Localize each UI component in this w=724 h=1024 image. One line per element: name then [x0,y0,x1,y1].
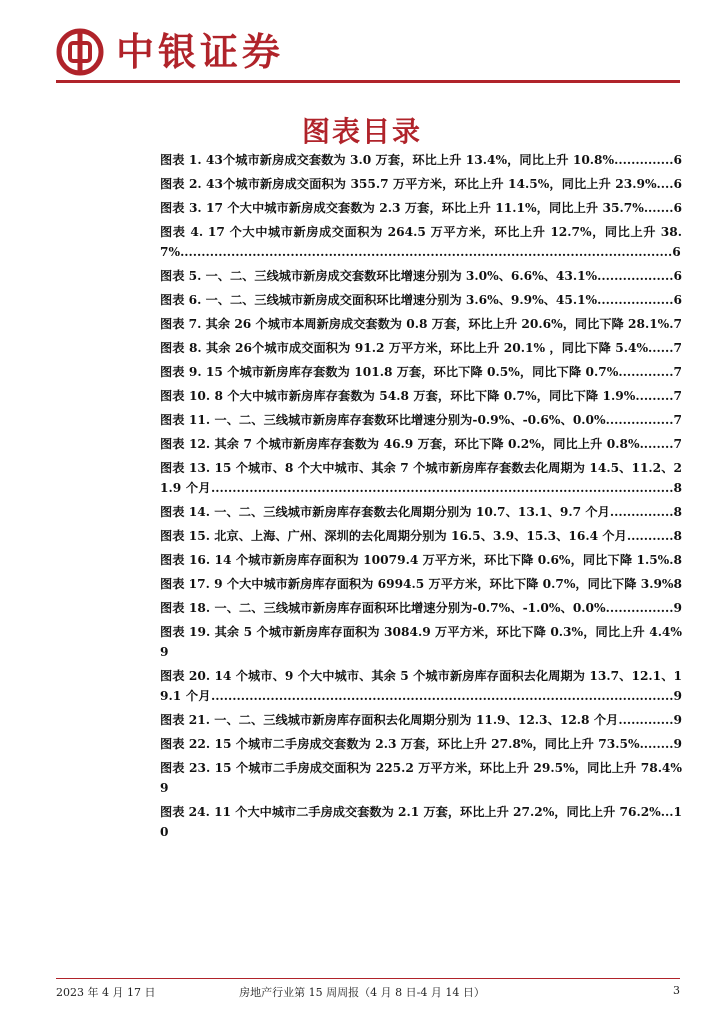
toc-entry-label: 图表 17. 9 个大中城市新房库存面积为 6994.5 万平方米，环比下降 0.7%，同比下降 3.9% [160,577,674,591]
toc-leader-dots: .............. [614,153,674,167]
footer-divider [56,978,680,979]
toc-entry-label: 图表 12. 其余 7 个城市新房库存套数为 46.9 万套，环比下降 0.2%，同比上升 0.8% [160,437,640,451]
toc-leader-dots: .................................................................................................................... [180,245,673,259]
toc-entry[interactable] [160,434,682,454]
toc-entry-page: 9 [160,645,169,659]
toc-leader-dots: ................ [605,601,674,615]
toc-entry-label: 图表 10. 8 个大中城市新房库存套数为 54.8 万套，环比下降 0.7%，同比下降 1.9% [160,389,636,403]
toc-entry-page: 7 [673,437,682,451]
toc-entry-label: 图表 13. 15 个城市、8 个大中城市、其余 7 个城市新房库存套数去化周期为 14.5、11.2、21.9 个月 [160,461,682,495]
toc-entry-label: 图表 22. 15 个城市二手房成交套数为 2.3 万套，环比上升 27.8%，同比上升 73.5% [160,737,640,751]
toc-entry-page: 6 [673,177,682,191]
toc-entry[interactable] [160,734,682,754]
toc-leader-dots: ............. [618,365,674,379]
toc-leader-dots: ...... [648,341,674,355]
toc-entry[interactable] [160,802,682,842]
toc-entry-page: 9 [673,689,682,703]
toc-leader-dots: ........... [626,529,674,543]
toc-entry-label: 图表 23. 15 个城市二手房成交面积为 225.2 万平方米，环比上升 29.5%，同比上升 78.4% [160,761,682,775]
toc-entry-label: 图表 19. 其余 5 个城市新房库存面积为 3084.9 万平方米，环比下降 0.3%，同比上升 4.4% [160,625,682,639]
toc-leader-dots: ............................................................................................................. [211,481,674,495]
toc-leader-dots: ........ [639,737,674,751]
toc-entry[interactable] [160,502,682,522]
toc-entry-label: 图表 18. 一、二、三线城市新房库存面积环比增速分别为-0.7%、-1.0%、0.0% [160,601,606,615]
toc-entry[interactable] [160,386,682,406]
toc-entry-label: 图表 15. 北京、上海、广州、深圳的去化周期分别为 16.5、3.9、15.3、16.4 个月 [160,529,627,543]
toc-leader-dots: .... [656,177,674,191]
toc-entry[interactable] [160,574,682,594]
toc-entry[interactable] [160,758,682,798]
page-number: 3 [673,984,680,997]
toc-entry-label: 图表 24. 11 个大中城市二手房成交套数为 2.1 万套，环比上升 27.2%，同比上升 76.2% [160,805,661,819]
toc-entry[interactable] [160,290,682,310]
footer-report-title: 房地产行业第 15 周周报（4 月 8 日-4 月 14 日） [239,986,485,999]
toc-entry[interactable] [160,338,682,358]
toc-entry[interactable] [160,222,682,262]
toc-entry-page: 10 [160,805,682,839]
toc-entry-page: 8 [673,553,682,567]
toc-leader-dots: ............................................................................................................. [211,689,674,703]
toc-entry-page: 7 [673,413,682,427]
toc-leader-dots: ... [660,805,674,819]
toc-entry-label: 图表 8. 其余 26个城市成交面积为 91.2 万平方米，环比上升 20.1% ，同比下降 5.4% [160,341,649,355]
toc-entry[interactable] [160,198,682,218]
toc-entry[interactable] [160,266,682,286]
toc-entry-page: 6 [673,293,682,307]
toc-entry-page: 9 [673,737,682,751]
toc-entry-label: 图表 21. 一、二、三线城市新房库存面积去化周期分别为 11.9、12.3、12.8 个月 [160,713,619,727]
toc-leader-dots: .................. [597,293,674,307]
toc-entry-label: 图表 7. 其余 26 个城市本周新房成交套数为 0.8 万套，环比上升 20.6%，同比下降 28.1% [160,317,670,331]
toc-entry-label: 图表 2. 43个城市新房成交面积为 355.7 万平方米，环比上升 14.5%，同比上升 23.9% [160,177,657,191]
toc-entry-page: 6 [673,269,682,283]
toc-entry-page: 7 [673,389,682,403]
toc-entry-page: 6 [672,245,681,259]
toc-entry[interactable] [160,362,682,382]
toc-leader-dots: ......... [635,389,674,403]
toc-entry-label: 图表 6. 一、二、三线城市新房成交面积环比增速分别为 3.6%、9.9%、45.1% [160,293,598,307]
toc-entry-label: 图表 9. 15 个城市新房库存套数为 101.8 万套，环比下降 0.5%，同比下降 0.7% [160,365,619,379]
toc-entry-page: 6 [673,153,682,167]
toc-entry-page: 8 [673,481,682,495]
header-divider [56,80,680,83]
toc-entry-page: 7 [673,341,682,355]
bank-of-china-logo-icon [56,28,104,76]
toc-entry-label: 图表 20. 14 个城市、9 个大中城市、其余 5 个城市新房库存面积去化周期为 13.7、12.1、19.1 个月 [160,669,682,703]
toc-entry-page: 7 [673,317,682,331]
toc-entry-page: 7 [673,365,682,379]
page-header [56,26,676,82]
toc-entry-label: 图表 5. 一、二、三线城市新房成交套数环比增速分别为 3.0%、6.6%、43.1% [160,269,598,283]
brand-name: 中银证券 [116,29,285,74]
toc-list [160,150,682,846]
toc-entry[interactable] [160,150,682,170]
toc-leader-dots: ................ [605,413,674,427]
toc-leader-dots: . [669,317,674,331]
toc-entry-page: 8 [673,577,682,591]
toc-entry[interactable] [160,458,682,498]
toc-leader-dots: ....... [643,201,674,215]
toc-title: 图表目录 [301,115,422,148]
toc-entry[interactable] [160,410,682,430]
toc-entry[interactable] [160,622,682,662]
toc-entry[interactable] [160,526,682,546]
toc-entry-page: 9 [160,781,169,795]
toc-entry[interactable] [160,710,682,730]
toc-entry-page: 8 [673,529,682,543]
toc-entry-label: 图表 11. 一、二、三线城市新房库存套数环比增速分别为-0.9%、-0.6%、0.0% [160,413,606,427]
toc-entry[interactable] [160,666,682,706]
toc-entry[interactable] [160,174,682,194]
toc-entry[interactable] [160,550,682,570]
toc-entry-label: 图表 3. 17 个大中城市新房成交套数为 2.3 万套，环比上升 11.1%，同比上升 35.7% [160,201,644,215]
toc-entry-label: 图表 14. 一、二、三线城市新房库存套数去化周期分别为 10.7、13.1、9.7 个月 [160,505,610,519]
toc-entry-page: 8 [673,505,682,519]
toc-entry-label: 图表 4. 17 个大中城市新房成交面积为 264.5 万平方米，环比上升 12.7%，同比上升 38.7% [160,225,682,259]
toc-leader-dots: ............... [609,505,674,519]
toc-entry[interactable] [160,598,682,618]
toc-entry[interactable] [160,314,682,334]
toc-entry-page: 9 [673,601,682,615]
toc-leader-dots: .................. [597,269,674,283]
toc-leader-dots: ............. [618,713,674,727]
toc-entry-label: 图表 1. 43个城市新房成交套数为 3.0 万套，环比上升 13.4%，同比上升 10.8% [160,153,615,167]
toc-entry-page: 6 [673,201,682,215]
toc-entry-label: 图表 16. 14 个城市新房库存面积为 10079.4 万平方米，环比下降 0.6%，同比下降 1.5% [160,553,670,567]
toc-leader-dots: . [669,553,674,567]
footer-date: 2023 年 4 月 17 日 [56,986,156,999]
toc-leader-dots: ........ [639,437,674,451]
toc-entry-page: 9 [673,713,682,727]
